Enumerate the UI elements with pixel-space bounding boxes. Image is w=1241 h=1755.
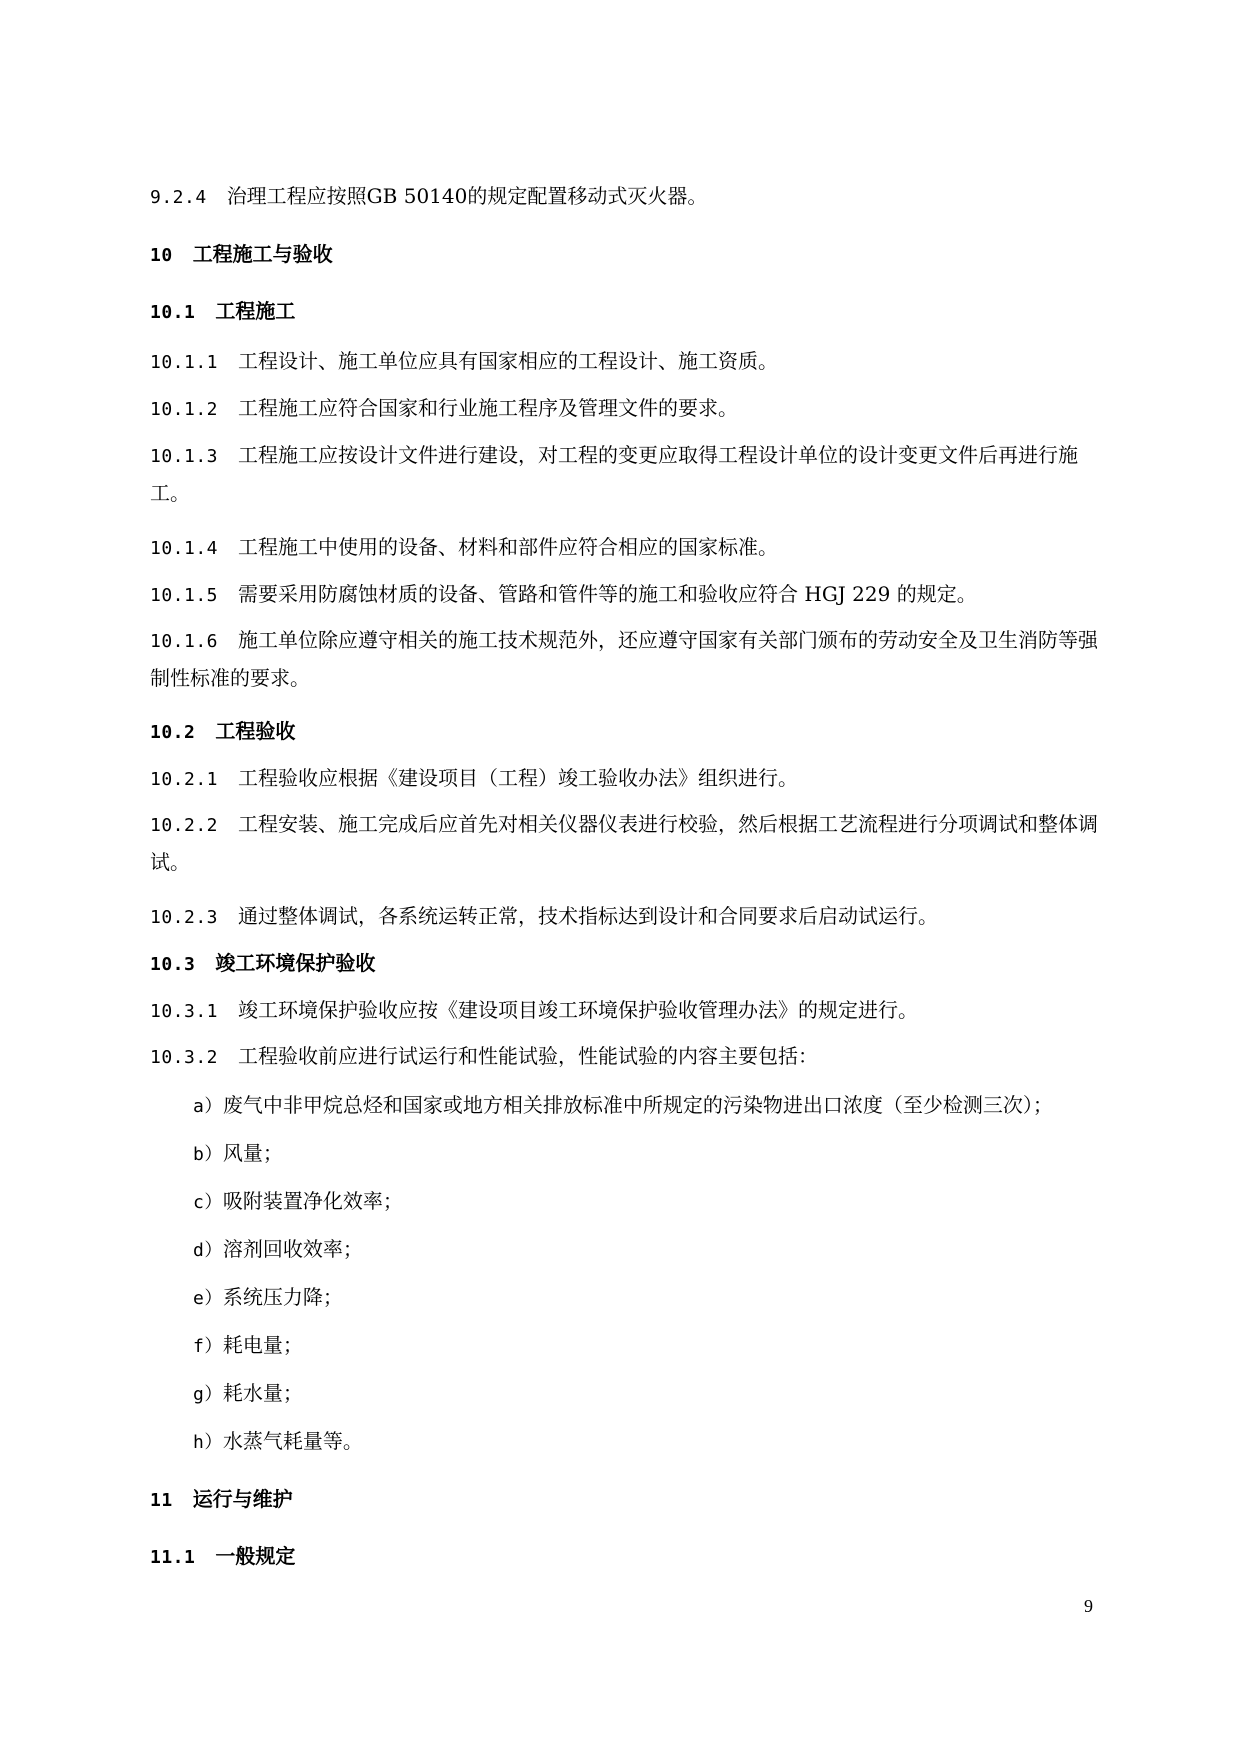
- clause-text: 施工单位除应遵守相关的施工技术规范外，还应遵守国家有关部门颁布的劳动安全及卫生消防等强制性标准的要求。: [150, 628, 1099, 690]
- clause-10-3-2: [150, 1038, 818, 1076]
- section-heading-11: [150, 1481, 293, 1519]
- clause-number: 10.1.3: [150, 446, 219, 467]
- section-number: 10.2: [150, 722, 196, 743]
- section-number: 10.3: [150, 954, 196, 975]
- list-text: 吸附装置净化效率；: [222, 1189, 403, 1213]
- clause-number: 10.3.1: [150, 1001, 219, 1022]
- clause-number: 10.1.2: [150, 399, 219, 420]
- clause-text: 工程施工应符合国家和行业施工程序及管理文件的要求。: [238, 396, 739, 420]
- clause-10-1-1: [150, 343, 778, 381]
- list-text: 风量；: [222, 1141, 283, 1165]
- clause-10-1-2: [150, 390, 738, 428]
- clause-number: 9.2.4: [150, 187, 207, 208]
- clause-text: 工程设计、施工单位应具有国家相应的工程设计、施工资质。: [238, 349, 779, 373]
- section-heading-11-1: [150, 1538, 295, 1576]
- list-label: c）: [193, 1192, 223, 1213]
- list-text: 系统压力降；: [222, 1285, 343, 1309]
- section-title: 一般规定: [215, 1544, 296, 1568]
- list-text: 耗水量；: [222, 1381, 303, 1405]
- clause-text: 工程施工应按设计文件进行建设，对工程的变更应取得工程设计单位的设计变更文件后再进行施工。: [150, 443, 1079, 505]
- clause-text: 需要采用防腐蚀材质的设备、管路和管件等的施工和验收应符合 HGJ 229 的规定。: [238, 582, 977, 606]
- clause-text: 工程安装、施工完成后应首先对相关仪器仪表进行校验，然后根据工艺流程进行分项调试和整体调试。: [150, 812, 1099, 874]
- list-text: 溶剂回收效率；: [222, 1237, 363, 1261]
- list-text: 废气中非甲烷总烃和国家或地方相关排放标准中所规定的污染物进出口浓度（至少检测三次）；: [222, 1093, 1053, 1117]
- section-heading-10-1: [150, 293, 295, 331]
- clause-text: 工程验收前应进行试运行和性能试验，性能试验的内容主要包括：: [238, 1044, 819, 1068]
- list-item-a: [193, 1087, 1053, 1125]
- clause-text: 竣工环境保护验收应按《建设项目竣工环境保护验收管理办法》的规定进行。: [238, 998, 919, 1022]
- list-label: g）: [193, 1384, 223, 1405]
- clause-10-1-4: [150, 529, 778, 567]
- clause-number: 10.1.1: [150, 352, 219, 373]
- clause-number: 10.2.2: [150, 815, 219, 836]
- section-title: 工程验收: [215, 719, 296, 743]
- clause-number: 10.2.1: [150, 769, 219, 790]
- clause-10-2-1: [150, 760, 798, 798]
- section-title: 竣工环境保护验收: [215, 951, 376, 975]
- clause-10-3-1: [150, 992, 918, 1030]
- clause-text: 治理工程应按照GB 50140的规定配置移动式灭火器。: [226, 184, 708, 208]
- clause-10-1-5: [150, 576, 977, 614]
- list-item-d: [193, 1231, 363, 1269]
- clause-number: 10.2.3: [150, 907, 219, 928]
- list-label: d）: [193, 1240, 223, 1261]
- clause-10-2-2: [150, 806, 1112, 880]
- list-text: 水蒸气耗量等。: [222, 1429, 363, 1453]
- section-number: 10.1: [150, 302, 196, 323]
- clause-number: 10.1.6: [150, 631, 219, 652]
- list-item-e: [193, 1279, 343, 1317]
- section-number: 11: [150, 1490, 173, 1511]
- list-item-h: [193, 1423, 363, 1461]
- page-number: 9: [1084, 1596, 1093, 1616]
- clause-number: 10.1.5: [150, 585, 219, 606]
- section-title: 运行与维护: [192, 1487, 293, 1511]
- section-heading-10: [150, 236, 333, 274]
- clause-10-1-6: [150, 622, 1112, 696]
- list-text: 耗电量；: [222, 1333, 303, 1357]
- section-number: 10: [150, 245, 173, 266]
- section-title: 工程施工与验收: [192, 242, 333, 266]
- list-label: h）: [193, 1432, 223, 1453]
- list-label: e）: [193, 1288, 223, 1309]
- clause-text: 通过整体调试，各系统运转正常，技术指标达到设计和合同要求后启动试运行。: [238, 904, 939, 928]
- clause-10-2-3: [150, 898, 938, 936]
- list-item-b: [193, 1135, 283, 1173]
- section-title: 工程施工: [215, 299, 296, 323]
- clause-number: 10.3.2: [150, 1047, 219, 1068]
- list-item-g: [193, 1375, 303, 1413]
- section-number: 11.1: [150, 1547, 196, 1568]
- clause-10-1-3: [150, 437, 1112, 511]
- section-heading-10-3: [150, 945, 375, 983]
- list-label: f）: [193, 1336, 223, 1357]
- list-item-f: [193, 1327, 303, 1365]
- clause-text: 工程验收应根据《建设项目（工程）竣工验收办法》组织进行。: [238, 766, 799, 790]
- list-label: a）: [193, 1096, 223, 1117]
- list-label: b）: [193, 1144, 223, 1165]
- clause-number: 10.1.4: [150, 538, 219, 559]
- clause-9-2-4: [150, 178, 707, 216]
- clause-text: 工程施工中使用的设备、材料和部件应符合相应的国家标准。: [238, 535, 779, 559]
- section-heading-10-2: [150, 713, 295, 751]
- list-item-c: [193, 1183, 403, 1221]
